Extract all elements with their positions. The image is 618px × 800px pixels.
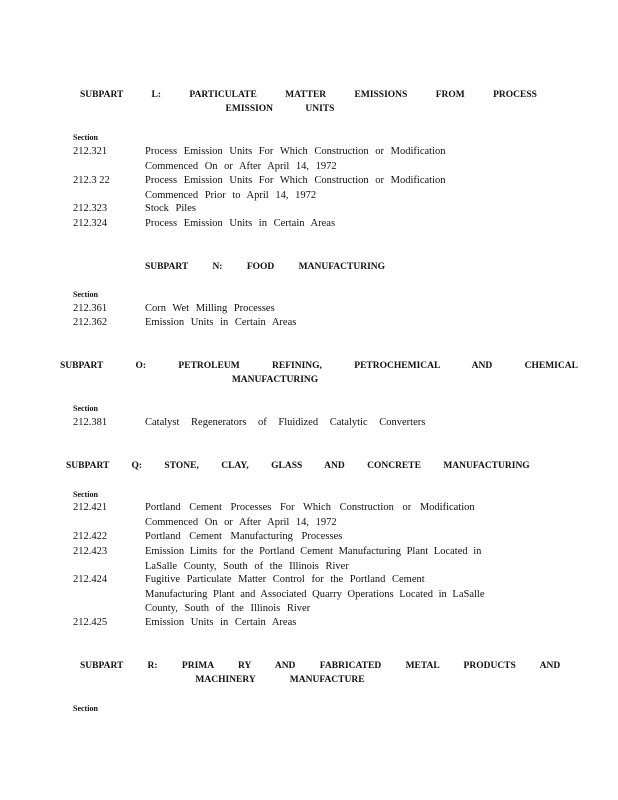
section-number: 212.381 — [73, 417, 108, 428]
subpart-r-heading-line2: MACHINERY MANUFACTURE — [195, 675, 365, 685]
subpart-l-heading-line1: SUBPART L: PARTICULATE MATTER EMISSIONS FROM PROCESS — [80, 90, 537, 100]
section-number: 212.324 — [73, 218, 108, 229]
subpart-l-heading — [80, 88, 537, 116]
section-number: 212.321 — [73, 146, 108, 157]
subpart-o-heading-line1: SUBPART O: PETROLEUM REFINING, PETROCHEMICAL AND CHEMICAL — [60, 361, 578, 371]
section-title: Portland Cement Manufacturing Processes — [145, 531, 343, 542]
section-number: 212.323 — [73, 203, 108, 214]
section-label: Section — [73, 404, 98, 413]
subpart-r-heading — [80, 659, 561, 687]
subpart-q-heading — [66, 459, 530, 473]
section-number: 212.361 — [73, 303, 108, 314]
section-title: Portland Cement Processes For Which Construction or Modification Commenced On or After April 14, 1972 — [145, 502, 475, 528]
subpart-r-heading-line1: SUBPART R: PRIMA RY AND FABRICATED METAL PRODUCTS AND — [80, 661, 561, 671]
section-title: Emission Units in Certain Areas — [145, 617, 297, 628]
section-title: Process Emission Units For Which Construction or Modification Commenced Prior to April 14, 1972 — [145, 175, 446, 201]
section-title: Emission Limits for the Portland Cement Manufacturing Plant Located in LaSalle County, South of the Illinois River — [145, 546, 482, 572]
section-label: Section — [73, 290, 98, 299]
section-label: Section — [73, 490, 98, 499]
section-label: Section — [73, 133, 98, 142]
subpart-n-heading-line1: SUBPART N: FOOD MANUFACTURING — [144, 262, 386, 272]
subpart-n-heading — [120, 260, 410, 274]
section-number: 212.422 — [73, 531, 108, 542]
section-number: 212.424 — [73, 574, 108, 585]
subpart-o-heading-line2: MANUFACTURING — [231, 375, 319, 385]
section-title: Emission Units in Certain Areas — [145, 317, 297, 328]
section-number: 212.3 22 — [73, 175, 110, 186]
subpart-o-heading — [60, 359, 578, 387]
section-title: Corn Wet Milling Processes — [145, 303, 275, 314]
section-number: 212.421 — [73, 502, 108, 513]
section-label: Section — [73, 704, 98, 713]
section-title: Process Emission Units in Certain Areas — [145, 218, 336, 229]
subpart-l-heading-line2: EMISSION UNITS — [225, 104, 335, 114]
section-number: 212.423 — [73, 546, 108, 557]
section-title: Catalyst Regenerators of Fluidized Catalytic Converters — [145, 417, 426, 428]
section-number: 212.425 — [73, 617, 108, 628]
section-title: Stock Piles — [145, 203, 196, 214]
subpart-q-heading-line1: SUBPART Q: STONE, CLAY, GLASS AND CONCRETE MANUFACTURING — [66, 461, 530, 471]
section-number: 212.362 — [73, 317, 108, 328]
section-title: Fugitive Particulate Matter Control for the Portland Cement Manufacturing Plant and Associated Quarry Operations Located in LaSalle County, South of the Illinois River — [145, 574, 485, 614]
section-title: Process Emission Units For Which Construction or Modification Commenced On or After April 14, 1972 — [145, 146, 446, 172]
